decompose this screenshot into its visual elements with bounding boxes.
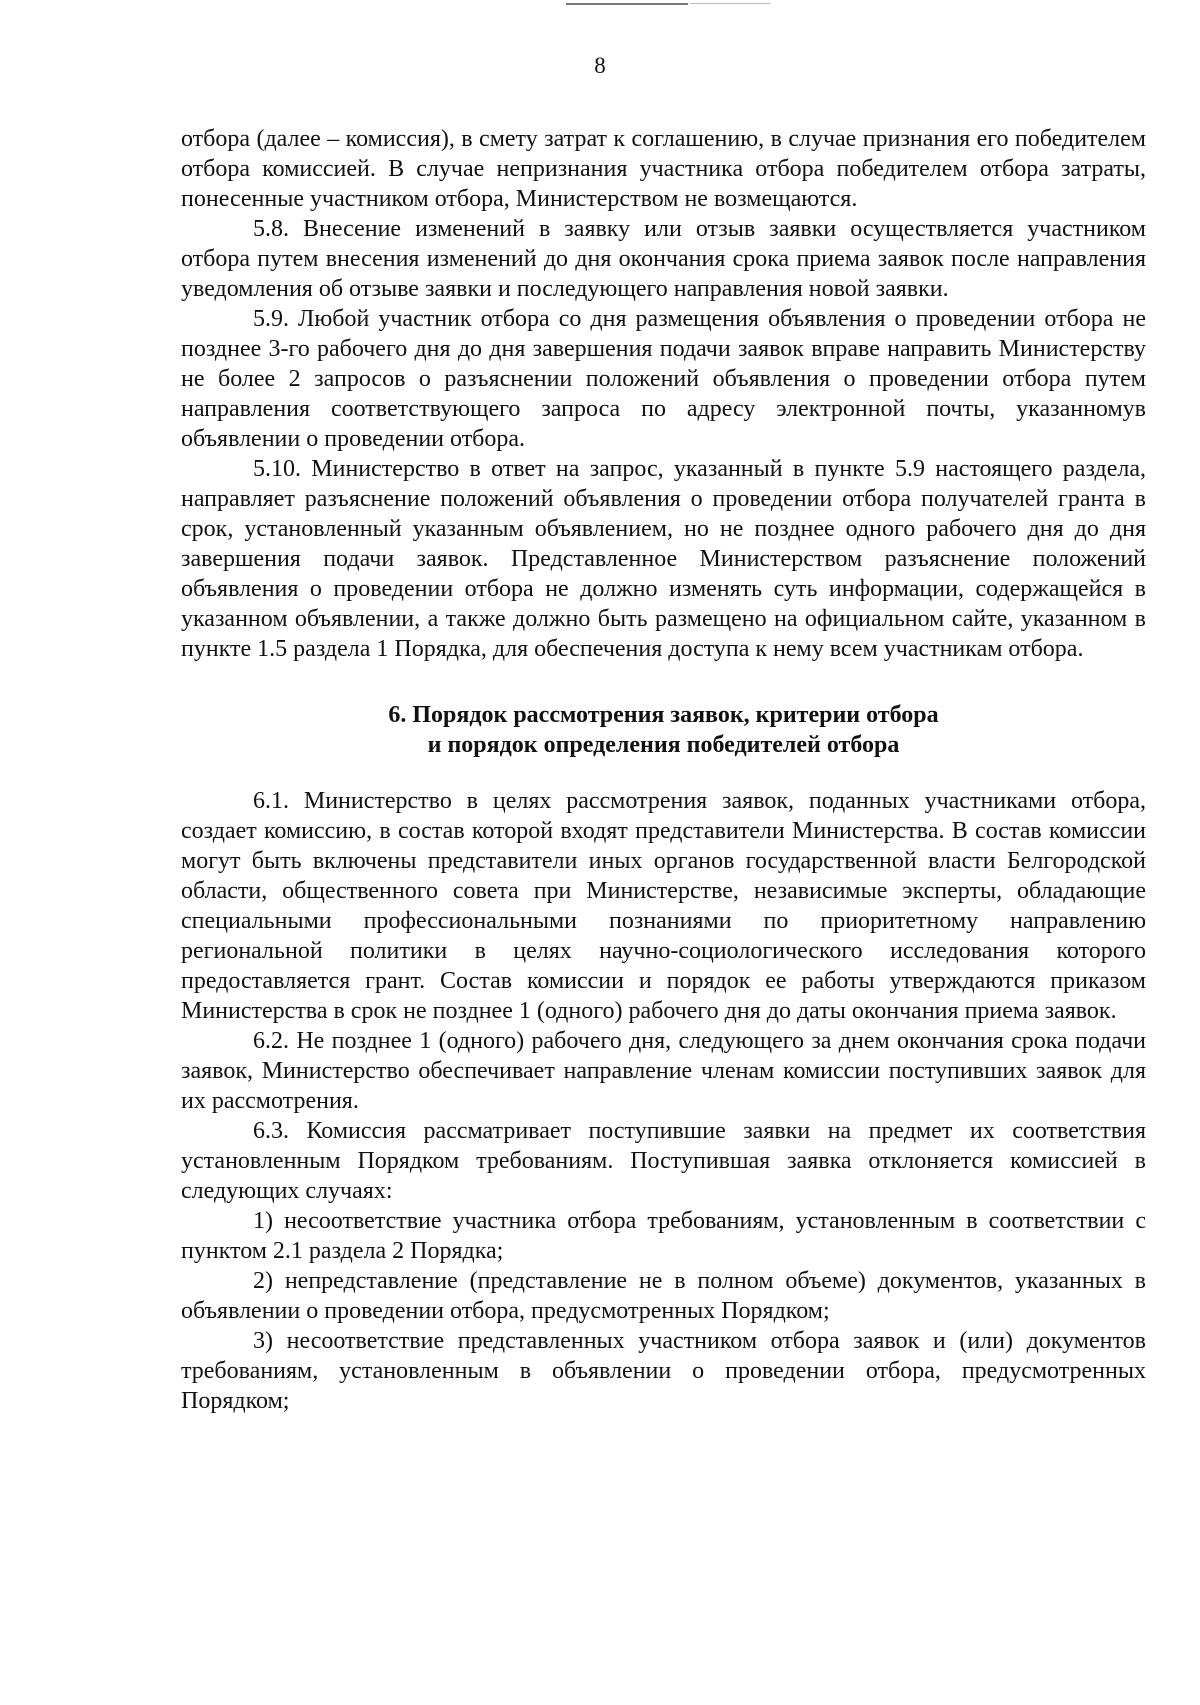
scan-artifact-line	[566, 3, 688, 5]
section-heading-line-1: 6. Порядок рассмотрения заявок, критерии отбора	[388, 702, 939, 728]
paragraph-5-10: 5.10. Министерство в ответ на запрос, указанный в пункте 5.9 настоящего раздела, направляет разъяснение положений объявления о проведении отбора получателей гранта в срок, установленный указанным объявлением, но не позднее одного рабочего дня до дня завершения подачи заявок. Представленное Министерством разъяснение положений объявления о проведении отбора не должно изменять суть информации, содержащейся в указанном объявлении, а также должно быть размещено на официальном сайте, указанном в пункте 1.5 раздела 1 Порядка, для обеспечения доступа к нему всем участникам отбора.	[181, 456, 1146, 662]
paragraph-6-3: 6.3. Комиссия рассматривает поступившие заявки на предмет их соответствия установленным Порядком требованиям. Поступившая заявка отклоняется комиссией в следующих случаях:	[181, 1118, 1146, 1204]
list-item-1: 1) несоответствие участника отбора требованиям, установленным в соответствии с пунктом 2.1 раздела 2 Порядка;	[181, 1208, 1146, 1264]
section-heading-line-2: и порядок определения победителей отбора	[427, 732, 900, 758]
scan-artifact-line-faint	[690, 3, 770, 4]
paragraph-6-2: 6.2. Не позднее 1 (одного) рабочего дня, следующего за днем окончания срока подачи заявок, Министерство обеспечивает направление членам комиссии поступивших заявок для их рассмотрения.	[181, 1028, 1146, 1114]
page-number: 8	[594, 53, 606, 78]
paragraph-continuation: отбора (далее – комиссия), в смету затрат к соглашению, в случае признания его победителем отбора комиссией. В случае непризнания участника отбора победителем отбора затраты, понесенные участником отбора, Министерством не возмещаются.	[181, 126, 1146, 212]
document-body	[181, 124, 1146, 1416]
paragraph-5-8: 5.8. Внесение изменений в заявку или отзыв заявки осуществляется участником отбора путем внесения изменений до дня окончания срока приема заявок после направления уведомления об отзыве заявки и последующего направления новой заявки.	[181, 216, 1146, 302]
paragraph-5-9: 5.9. Любой участник отбора со дня размещения объявления о проведении отбора не позднее 3-го рабочего дня до дня завершения подачи заявок вправе направить Министерству не более 2 запросов о разъяснении положений объявления о проведении отбора путем направления соответствующего запроса по адресу электронной почты, указанномув объявлении о проведении отбора.	[181, 306, 1146, 452]
list-item-3: 3) несоответствие представленных участником отбора заявок и (или) документов требованиям, установленным в объявлении о проведении отбора, предусмотренных Порядком;	[181, 1328, 1146, 1414]
section-heading	[181, 700, 1146, 760]
paragraph-6-1: 6.1. Министерство в целях рассмотрения заявок, поданных участниками отбора, создает комиссию, в состав которой входят представители Министерства. В состав комиссии могут быть включены представители иных органов государственной власти Белгородской области, общественного совета при Министерстве, независимые эксперты, обладающие специальными профессиональными познаниями по приоритетному направлению региональной политики в целях научно-социологического исследования которого предоставляется грант. Состав комиссии и порядок ее работы утверждаются приказом Министерства в срок не позднее 1 (одного) рабочего дня до даты окончания приема заявок.	[181, 788, 1146, 1024]
list-item-2: 2) непредставление (представление не в полном объеме) документов, указанных в объявлении о проведении отбора, предусмотренных Порядком;	[181, 1268, 1146, 1324]
